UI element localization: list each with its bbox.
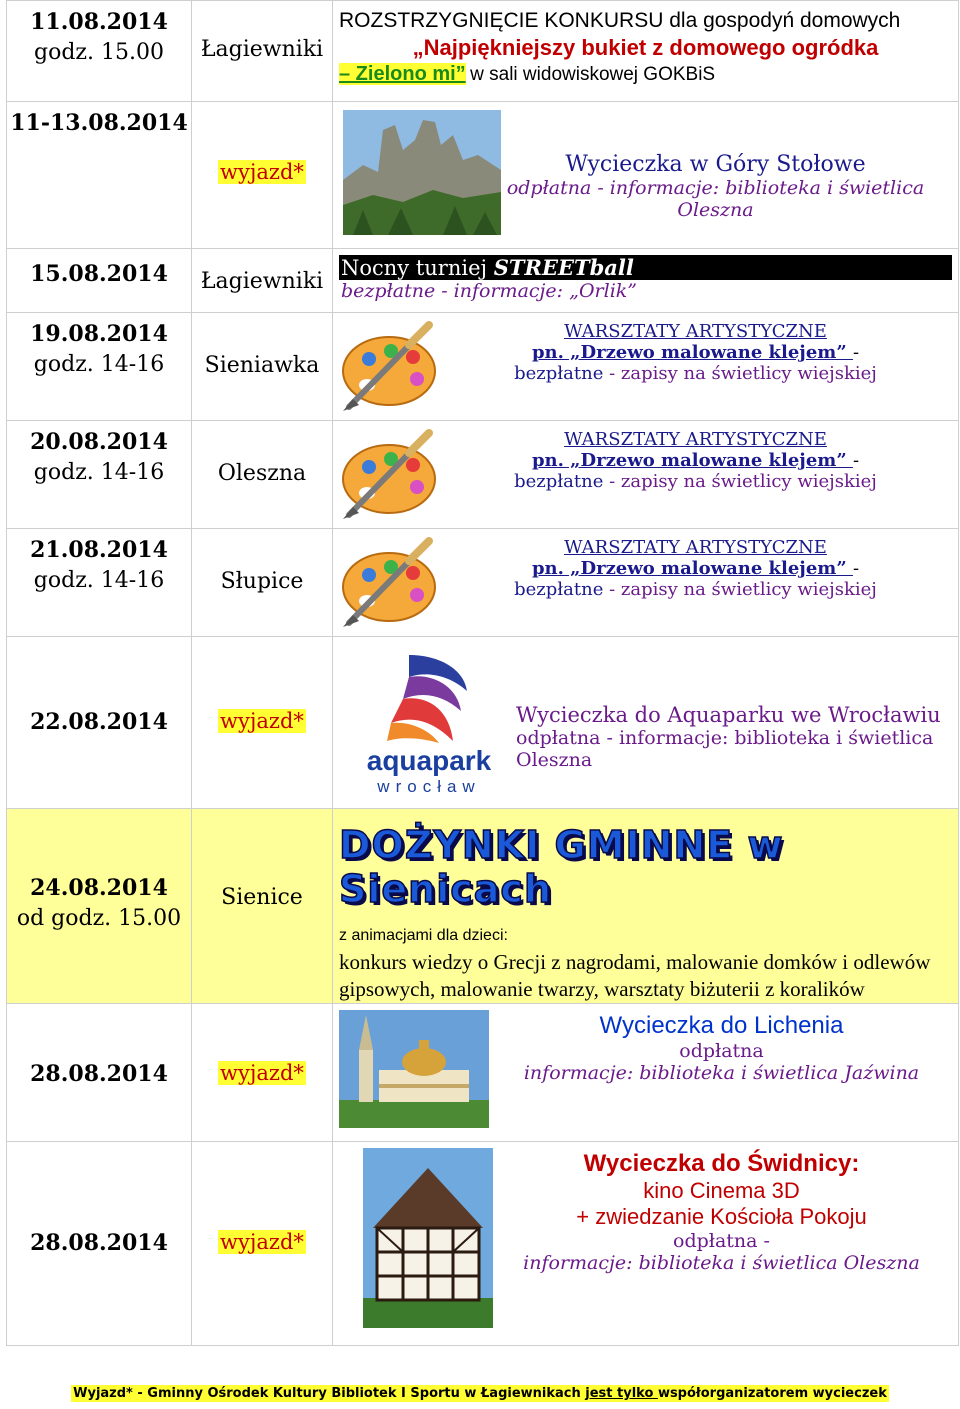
place-cell	[192, 637, 333, 809]
event-line3: + zwiedzanie Kościoła Pokoju	[576, 1204, 867, 1229]
place-cell	[192, 249, 333, 313]
date: 11.08.2014	[30, 9, 168, 35]
logo-sub: wrocław	[377, 777, 481, 796]
event-title: Wycieczka w Góry Stołowe	[565, 152, 866, 177]
event-info: odpłatna - informacje: biblioteka i świetlica Oleszna	[506, 177, 925, 221]
footer-c: współorganizatorem wycieczek	[657, 1386, 887, 1401]
trip-label: wyjazd*	[220, 709, 304, 733]
footer-a: Wyjazd* - Gminny Ośrodek Kultury Bibliotek I Sportu w Łagiewnikach	[73, 1386, 586, 1401]
date: 11-13.08.2014	[10, 110, 188, 136]
place-cell	[192, 529, 333, 637]
date: 20.08.2014	[30, 429, 168, 455]
place-cell	[192, 1004, 333, 1142]
trip-label: wyjazd*	[220, 1061, 304, 1085]
event-cell	[333, 637, 959, 809]
schedule-table	[6, 0, 959, 1346]
event-subtitle-2: – Zielono mi”	[339, 63, 466, 85]
event-line2: odpłatna	[679, 1040, 764, 1062]
date-cell	[7, 421, 192, 529]
event-title: Wycieczka do Świdnicy:	[583, 1150, 860, 1177]
rock-formations-photo	[343, 110, 501, 235]
event-line2: kino Cinema 3D	[643, 1178, 800, 1203]
place-cell	[192, 421, 333, 529]
workshop-name: pn. „Drzewo malowane klejem”	[531, 450, 853, 471]
place-cell	[192, 809, 333, 1004]
date-cell	[7, 1142, 192, 1346]
workshop-name: pn. „Drzewo malowane klejem”	[531, 558, 853, 579]
date: 22.08.2014	[30, 709, 168, 735]
event-cell	[333, 1, 959, 102]
schedule-row	[7, 1, 959, 102]
date-cell	[7, 637, 192, 809]
schedule-row	[7, 421, 959, 529]
event-cell	[333, 1142, 959, 1346]
logo-word: aquapark	[366, 745, 492, 776]
place-cell	[192, 1142, 333, 1346]
dash: -	[852, 558, 860, 579]
time: godz. 15.00	[34, 40, 164, 65]
paint-palette-icon	[339, 321, 439, 417]
paint-palette-icon	[339, 429, 439, 525]
dozynki-banner: DOŻYNKI GMINNE w Sienicach	[339, 823, 784, 911]
place: Sienice	[221, 885, 303, 910]
date-cell	[7, 1, 192, 102]
date-cell	[7, 809, 192, 1004]
info-free: bezpłatne	[514, 579, 604, 600]
info-signup: - zapisy na świetlicy wiejskiej	[603, 471, 877, 492]
event-title-caps: ROZSTRZYGNIĘCIE KONKURSU	[339, 9, 664, 32]
aquapark-swirl-icon	[369, 651, 489, 747]
time: godz. 14-16	[33, 568, 165, 593]
paint-palette-icon	[339, 537, 439, 633]
church-of-peace-photo	[363, 1148, 493, 1328]
schedule-row	[7, 529, 959, 637]
event-line4: odpłatna -	[673, 1230, 770, 1252]
date: 19.08.2014	[30, 321, 168, 347]
time: od godz. 15.00	[16, 906, 182, 931]
time: godz. 14-16	[33, 352, 165, 377]
workshop-heading: WARSZTATY ARTYSTYCZNE	[564, 429, 827, 450]
time: godz. 14-16	[33, 460, 165, 485]
event-title-b: STREETball	[493, 255, 634, 280]
date: 28.08.2014	[30, 1230, 168, 1256]
event-title-a: Nocny turniej	[341, 256, 494, 280]
schedule-row	[7, 637, 959, 809]
dash: -	[852, 342, 860, 363]
date: 21.08.2014	[30, 537, 168, 563]
event-venue: w sali widowiskowej GOKBiS	[470, 64, 716, 85]
event-cell	[333, 313, 959, 421]
place: Łagiewniki	[200, 37, 324, 62]
event-cell	[333, 421, 959, 529]
event-title: Wycieczka do Lichenia	[599, 1012, 844, 1039]
basilica-photo	[339, 1010, 489, 1128]
event-cell	[333, 809, 959, 1004]
place: Słupice	[220, 569, 304, 594]
info-free: bezpłatne	[514, 471, 604, 492]
event-subtitle: „Najpiękniejszy bukiet z domowego ogródka	[412, 35, 879, 60]
event-cell	[333, 102, 959, 249]
aquapark-logo	[359, 651, 499, 797]
trip-label: wyjazd*	[220, 1230, 304, 1254]
date-cell	[7, 1004, 192, 1142]
trip-label: wyjazd*	[220, 160, 304, 184]
schedule-row	[7, 313, 959, 421]
event-small: z animacjami dla dzieci:	[339, 927, 508, 944]
place-cell	[192, 102, 333, 249]
event-title-rest: dla gospodyń domowych	[669, 9, 901, 32]
place: Sieniawka	[204, 353, 320, 378]
event-info: informacje: biblioteka i świetlica Jaźwina	[523, 1062, 920, 1084]
event-info: odpłatna - informacje: biblioteka i świetlica Oleszna	[516, 727, 934, 771]
date: 24.08.2014	[30, 875, 168, 901]
schedule-row	[7, 1142, 959, 1346]
schedule-row	[7, 249, 959, 313]
date-cell	[7, 102, 192, 249]
event-body: konkurs wiedzy o Grecji z nagrodami, malowanie domków i odlewów gipsowych, malowanie twarzy, warsztaty biżuterii z koralików	[339, 950, 931, 1001]
place-cell	[192, 1, 333, 102]
workshop-heading: WARSZTATY ARTYSTYCZNE	[564, 321, 827, 342]
event-info: bezpłatne - informacje: „Orlik”	[341, 280, 637, 302]
event-info: informacje: biblioteka i świetlica Oleszna	[523, 1252, 920, 1274]
date: 28.08.2014	[30, 1061, 168, 1087]
footer-note	[0, 1386, 960, 1401]
date: 15.08.2014	[30, 261, 168, 287]
info-free: bezpłatne	[514, 363, 604, 384]
date-cell	[7, 529, 192, 637]
event-cell	[333, 249, 959, 313]
event-cell	[333, 1004, 959, 1142]
workshop-name: pn. „Drzewo malowane klejem”	[531, 342, 853, 363]
footer-b: jest tylko	[585, 1386, 658, 1401]
info-signup: - zapisy na świetlicy wiejskiej	[603, 363, 877, 384]
workshop-heading: WARSZTATY ARTYSTYCZNE	[564, 537, 827, 558]
info-signup: - zapisy na świetlicy wiejskiej	[603, 579, 877, 600]
dash: -	[852, 450, 860, 471]
place-cell	[192, 313, 333, 421]
date-cell	[7, 313, 192, 421]
date-cell	[7, 249, 192, 313]
place: Łagiewniki	[200, 269, 324, 294]
place: Oleszna	[217, 461, 307, 486]
streetball-title-bar	[339, 255, 952, 280]
schedule-row	[7, 809, 959, 1004]
event-title: Wycieczka do Aquaparku we Wrocławiu	[516, 703, 941, 727]
schedule-row	[7, 102, 959, 249]
event-cell	[333, 529, 959, 637]
schedule-row	[7, 1004, 959, 1142]
